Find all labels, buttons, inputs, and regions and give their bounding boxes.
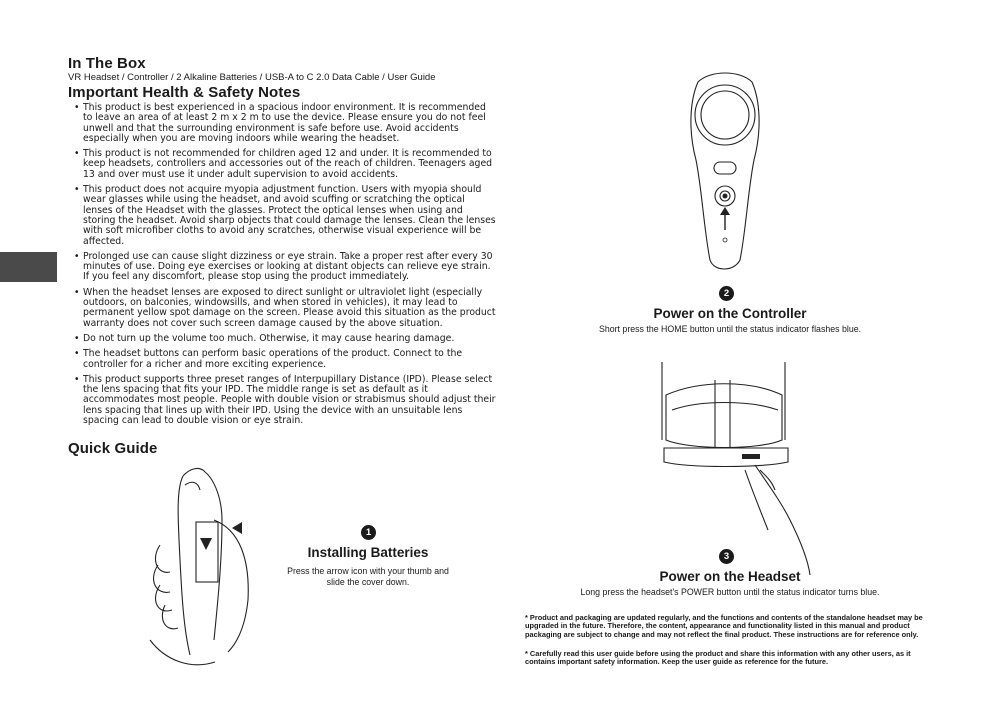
in-the-box-title: In The Box <box>68 55 146 72</box>
step-1-number: 1 <box>361 525 376 540</box>
safety-note: • This product supports three preset ranges of Interpupillary Distance (IPD). Please select the lens spacing that fits your IPD. The middle range is set as default as it accommodates most people. People with double vision or strabismus should adjust their lens spacing that lines up with their IPD. Using the device with an unsuitable lens spacing can lead to double vision or eye strain. <box>74 375 496 426</box>
step-2-title: Power on the Controller <box>653 306 807 321</box>
step-1-desc: Press the arrow icon with your thumb and slide the cover down. <box>287 566 449 587</box>
step-3-title: Power on the Headset <box>659 569 801 584</box>
box-contents: VR Headset / Controller / 2 Alkaline Batteries / USB-A to C 2.0 Data Cable / User Guide <box>68 72 436 83</box>
footnote-safety: * Carefully read this user guide before using the product and share this information with any other users, as it contains important safety information. Keep the user guide as reference for the future. <box>525 649 911 667</box>
quick-guide-title: Quick Guide <box>68 440 158 457</box>
footnote-updates: * Product and packaging are updated regularly, and the functions and contents of the standalone headset may be upgraded in the future. Therefore, the content, appearance and functionality listed in this manual and product packaging are subject to change and may not reflect the final product. These instructions are for reference only. <box>525 613 923 639</box>
power-button-icon <box>742 454 760 459</box>
safety-note: • Do not turn up the volume too much. Otherwise, it may cause hearing damage. <box>74 334 496 344</box>
safety-note: • This product is not recommended for children aged 12 and under. It is recommended to keep headsets, controllers and accessories out of the reach of children. Teenagers aged 13 and over must use it under adult supervision to avoid accidents. <box>74 149 496 180</box>
safety-note: • Prolonged use can cause slight dizziness or eye strain. Take a proper rest after every 30 minutes of use. Doing eye exercises or looking at distant objects can relieve eye strain. If you feel any discomfort, please stop using the product immediately. <box>74 252 496 283</box>
safety-note: • This product does not acquire myopia adjustment function. Users with myopia should wear glasses while using the headset, and avoid scuffing or scratching the optical lenses of the Headset with the glasses. Protect the optical lenses when using and storing the headset. Avoid sharp objects that could damage the lenses. Clean the lenses with soft microfiber cloths to avoid any scratches, otherwise visual experience will be affected. <box>74 185 496 247</box>
step-2-number: 2 <box>719 286 734 301</box>
health-safety-title: Important Health & Safety Notes <box>68 84 301 101</box>
safety-note: • The headset buttons can perform basic operations of the product. Connect to the controller for a richer and more exciting experience. <box>74 349 496 370</box>
step-3-desc: Long press the headset's POWER button until the status indicator turns blue. <box>580 587 880 597</box>
safety-note: • This product is best experienced in a spacious indoor environment. It is recommended to leave an area of at least 2 m x 2 m to use the device. Please ensure you do not feel unwell and that the surrounding environment is safe before use. Avoid accidents especially when you are moving indoors while wearing the headset. <box>74 103 496 144</box>
step-1-title: Installing Batteries <box>307 545 429 560</box>
step-3-number: 3 <box>719 549 734 564</box>
safety-note: • When the headset lenses are exposed to direct sunlight or ultraviolet light (especially outdoors, on balconies, windowsills, and when stored in vehicles), it may lead to permanent yellow spot damage on the screen. Please avoid this situation as the product warranty does not cover such screen damage caused by the above situation. <box>74 288 496 329</box>
step-2-desc: Short press the HOME button until the status indicator flashes blue. <box>598 324 862 334</box>
